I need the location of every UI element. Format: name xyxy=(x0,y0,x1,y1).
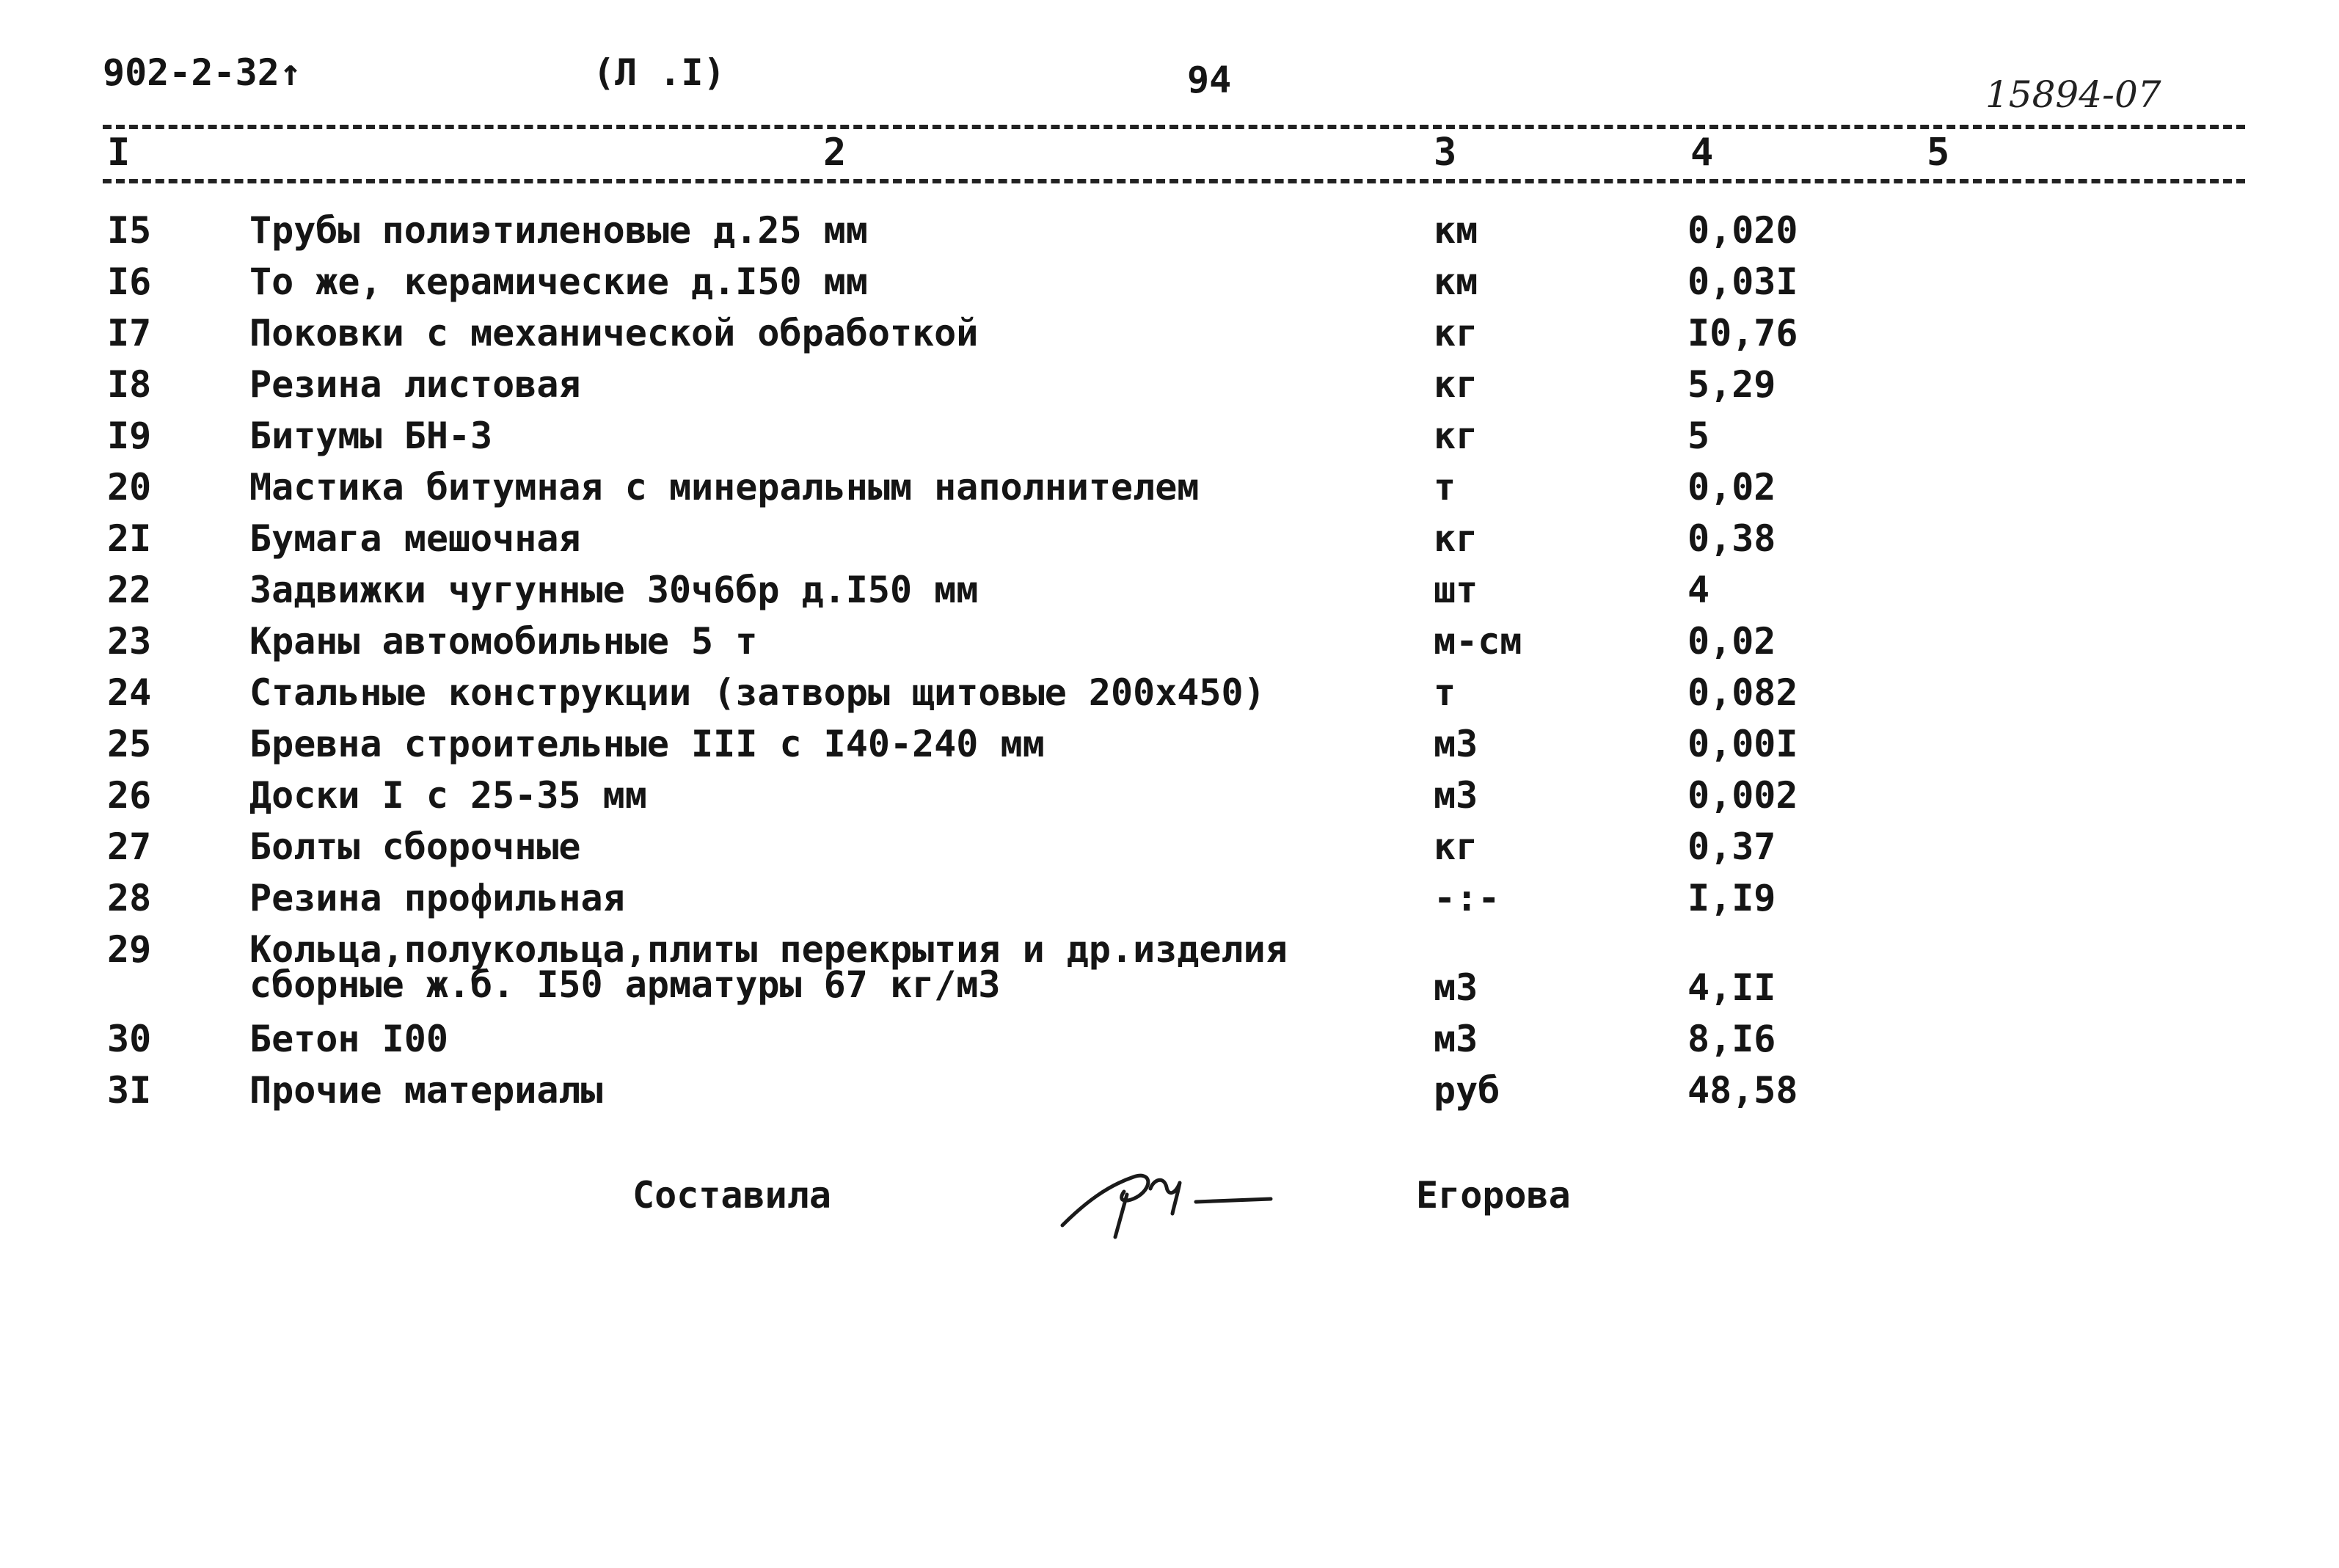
material-name: Бетон I00 xyxy=(249,1018,448,1060)
material-name: То же, керамические д.I50 мм xyxy=(249,260,868,303)
table-row xyxy=(0,878,2339,929)
table-row xyxy=(0,261,2339,313)
quantity: 0,38 xyxy=(1687,517,1776,560)
row-number: 24 xyxy=(107,671,152,714)
row-number: 28 xyxy=(107,877,152,919)
material-name: Болты сборочные xyxy=(249,825,581,868)
table-row xyxy=(0,826,2339,878)
unit: м3 xyxy=(1434,966,1478,1009)
header-divider-top xyxy=(103,125,2245,129)
unit: м3 xyxy=(1434,723,1478,765)
unit: м3 xyxy=(1434,1018,1478,1060)
column-number-5: 5 xyxy=(1927,131,1950,175)
material-name: Доски I с 25-35 мм xyxy=(249,774,647,817)
material-name: Битумы БН-3 xyxy=(249,415,493,457)
table-row xyxy=(0,929,2339,1017)
quantity: 0,02 xyxy=(1687,466,1776,508)
header-divider-bottom xyxy=(103,179,2245,183)
row-number: 3I xyxy=(107,1069,152,1112)
quantity: 0,37 xyxy=(1687,825,1776,868)
material-name: Резина профильная xyxy=(249,877,625,919)
column-number-2: 2 xyxy=(823,131,847,175)
material-name: Бревна строительные III с I40-240 мм xyxy=(249,723,1045,765)
quantity: 4,II xyxy=(1687,966,1776,1009)
unit: т xyxy=(1434,466,1456,508)
table-row xyxy=(0,621,2339,672)
row-number: 23 xyxy=(107,620,152,663)
signature-mark xyxy=(1057,1151,1277,1246)
quantity: 5,29 xyxy=(1687,363,1776,406)
row-number: I6 xyxy=(107,260,152,303)
row-number: 2I xyxy=(107,517,152,560)
table-row xyxy=(0,364,2339,415)
quantity: 0,082 xyxy=(1687,671,1798,714)
unit: км xyxy=(1434,209,1478,252)
row-number: I5 xyxy=(107,209,152,252)
row-number: 27 xyxy=(107,825,152,868)
compiled-by-label: Составила xyxy=(632,1174,831,1217)
unit: кг xyxy=(1434,363,1478,406)
page-number: 94 xyxy=(1187,59,1232,101)
row-number: I9 xyxy=(107,415,152,457)
table-row xyxy=(0,518,2339,569)
row-number: 20 xyxy=(107,466,152,508)
row-number: 25 xyxy=(107,723,152,765)
row-number: 30 xyxy=(107,1018,152,1060)
material-name: Стальные конструкции (затворы щитовые 200х450) xyxy=(249,671,1266,714)
quantity: 0,00I xyxy=(1687,723,1798,765)
material-name: Трубы полиэтиленовые д.25 мм xyxy=(249,209,868,252)
row-number: I7 xyxy=(107,312,152,354)
table-row xyxy=(0,723,2339,775)
material-name: Бумага мешочная xyxy=(249,517,581,560)
unit: -:- xyxy=(1434,877,1500,919)
table-row xyxy=(0,569,2339,621)
inventory-number: 15894-07 xyxy=(1985,73,2161,116)
unit: кг xyxy=(1434,312,1478,354)
table-row xyxy=(0,672,2339,723)
material-name: Краны автомобильные 5 т xyxy=(249,620,758,663)
material-name: Резина листовая xyxy=(249,363,581,406)
material-name: Задвижки чугунные 30ч6бр д.I50 мм xyxy=(249,569,979,611)
material-name-continuation: сборные ж.б. I50 арматуры 67 кг/м3 xyxy=(249,963,1001,1006)
quantity: 5 xyxy=(1687,415,1710,457)
unit: м3 xyxy=(1434,774,1478,817)
table-row xyxy=(0,775,2339,826)
table-row xyxy=(0,210,2339,261)
quantity: 0,03I xyxy=(1687,260,1798,303)
row-number: 26 xyxy=(107,774,152,817)
quantity: I,I9 xyxy=(1687,877,1776,919)
unit: м-см xyxy=(1434,620,1522,663)
row-number: 22 xyxy=(107,569,152,611)
unit: шт xyxy=(1434,569,1478,611)
material-name: Прочие материалы xyxy=(249,1069,603,1112)
row-number: 29 xyxy=(107,928,152,971)
unit: км xyxy=(1434,260,1478,303)
table-row xyxy=(0,1070,2339,1121)
column-number-3: 3 xyxy=(1434,131,1457,175)
sheet-reference: (Л .I) xyxy=(593,51,726,94)
document-code: 902-2-32↑ xyxy=(103,51,302,94)
unit: кг xyxy=(1434,825,1478,868)
column-number-4: 4 xyxy=(1690,131,1714,175)
quantity: 48,58 xyxy=(1687,1069,1798,1112)
table-row xyxy=(0,467,2339,518)
quantity: 0,020 xyxy=(1687,209,1798,252)
material-name: Кольца,полукольца,плиты перекрытия и др.изделия xyxy=(249,928,1288,971)
table-row xyxy=(0,415,2339,467)
unit: кг xyxy=(1434,415,1478,457)
material-name: Мастика битумная с минеральным наполнителем xyxy=(249,466,1200,508)
table-row xyxy=(0,1018,2339,1070)
quantity: 4 xyxy=(1687,569,1710,611)
quantity: 0,002 xyxy=(1687,774,1798,817)
quantity: 0,02 xyxy=(1687,620,1776,663)
unit: т xyxy=(1434,671,1456,714)
unit: руб xyxy=(1434,1069,1500,1112)
table-row xyxy=(0,313,2339,364)
quantity: 8,I6 xyxy=(1687,1018,1776,1060)
unit: кг xyxy=(1434,517,1478,560)
column-number-1: I xyxy=(107,131,131,175)
row-number: I8 xyxy=(107,363,152,406)
material-name: Поковки с механической обработкой xyxy=(249,312,979,354)
signer-name: Егорова xyxy=(1416,1174,1571,1217)
quantity: I0,76 xyxy=(1687,312,1798,354)
